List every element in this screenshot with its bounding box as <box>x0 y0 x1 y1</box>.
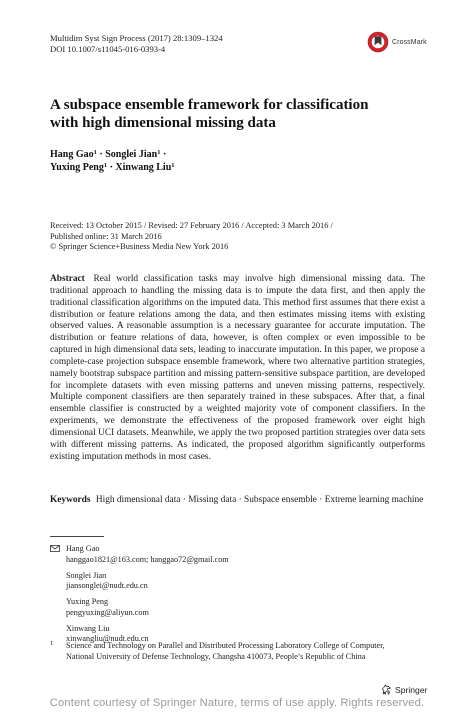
courtesy-notice: Content courtesy of Springer Nature, terms of use apply. Rights reserved. <box>49 697 425 709</box>
affiliation-footnote <box>50 641 430 662</box>
journal-doi[interactable]: DOI 10.1007/s11045-016-0393-4 <box>50 44 166 54</box>
author-separator: · <box>109 162 113 173</box>
author-affiliation-marker: 1 <box>157 149 161 156</box>
contact-email[interactable]: pengyuxing@aliyun.com <box>66 607 149 617</box>
envelope-icon <box>50 545 60 552</box>
author-separator: · <box>99 149 103 160</box>
title-line: with high dimensional missing data <box>50 115 276 131</box>
crossmark-badge[interactable] <box>367 31 427 53</box>
springer-horse-icon <box>381 684 392 695</box>
author-affiliation-marker: 1 <box>103 162 108 169</box>
author-name[interactable]: Songlei Jian <box>105 149 158 160</box>
dates-received-revised-accepted: Received: 13 October 2015 / Revised: 27 February 2016 / Accepted: 3 March 2016 / <box>50 221 333 230</box>
article-title <box>50 96 380 132</box>
author-separator: · <box>162 149 167 160</box>
journal-citation: Multidim Syst Sign Process (2017) 28:1309–1324 <box>50 33 223 43</box>
author-name[interactable]: Xinwang Liu <box>115 162 172 173</box>
abstract-text: Real world classification tasks may involve high dimensional missing data. The traditional approach to handling the missing data is to impute the data first, and then apply the traditional classification algorithms on the imputed data. This method first assumes that there exist a distribution or feature relations among the data, and then estimates missing items with existing observed values. A reasonable assumption is a necessary guarantee for accurate imputation. The distribution or feature relations of data, however, is often complex or even impossible to be captured in high dimensional data sets, leading to inaccurate imputation. In this paper, we propose a complete-case projection subspace ensemble framework, where two alternative partition strategies, namely bootstrap subspace partition and missing pattern-sensitive subspace partition, are developed for incomplete datasets with even missing patterns and uneven missing patterns, respectively. Multiple component classifiers are then separately trained in these subspaces. After that, a final ensemble classifier is constructed by a weighted majority vote of component classifiers. In the experiments, we demonstrate the effectiveness of the proposed framework over eight high dimensional UCI datasets. Meanwhile, we apply the two proposed partition strategies over data sets with different missing patterns. As indicated, the proposed algorithm significantly outperforms existing imputation methods in most cases. <box>50 274 426 462</box>
contact-email[interactable]: jiansonglei@nudt.edu.cn <box>66 581 148 590</box>
dates-published-online: Published online: 31 March 2016 <box>50 231 162 241</box>
affiliation-line: National University of Defense Technology, Changsha 410073, People’s Republic of China <box>66 651 366 661</box>
contact-entry <box>50 544 450 565</box>
footnote-divider <box>50 536 104 537</box>
contact-name: Songlei Jian <box>66 570 107 580</box>
author-name[interactable]: Hang Gao <box>50 149 94 160</box>
author-contacts <box>50 544 450 650</box>
contact-email[interactable]: xinwangliu@nudt.edu.cn <box>66 634 149 643</box>
abstract <box>50 274 425 464</box>
crossmark-label: CrossMark <box>392 38 427 46</box>
contact-name: Yuxing Peng <box>66 597 109 606</box>
keywords-heading: Keywords <box>50 495 91 505</box>
author-name[interactable]: Yuxing Peng <box>50 162 104 173</box>
author-list <box>50 148 350 174</box>
contact-name: Xinwang Liu <box>66 623 110 633</box>
publisher-name: Springer <box>395 684 428 695</box>
affiliation-line: Science and Technology on Parallel and Distributed Processing Laboratory College of Computer, <box>66 641 385 650</box>
affiliation-number: 1 <box>50 640 54 647</box>
keywords-text: High dimensional data · Missing data · Subspace ensemble · Extreme learning machine <box>95 495 424 505</box>
contact-entry <box>50 597 450 618</box>
contact-name: Hang Gao <box>66 544 100 553</box>
copyright-notice: © Springer Science+Business Media New York 2016 <box>50 242 229 252</box>
crossmark-icon <box>367 31 389 53</box>
title-line: A subspace ensemble framework for classification <box>50 97 369 113</box>
abstract-heading: Abstract <box>50 274 85 284</box>
contact-email[interactable]: hanggao1821@163.com; hanggao72@gmail.com <box>66 554 229 564</box>
keywords <box>50 494 425 506</box>
journal-header <box>50 33 223 55</box>
contact-entry <box>50 571 450 592</box>
author-affiliation-marker: 1 <box>171 162 175 169</box>
publisher-logo <box>381 684 427 695</box>
author-affiliation-marker: 1 <box>93 149 97 156</box>
publication-dates <box>50 221 440 253</box>
